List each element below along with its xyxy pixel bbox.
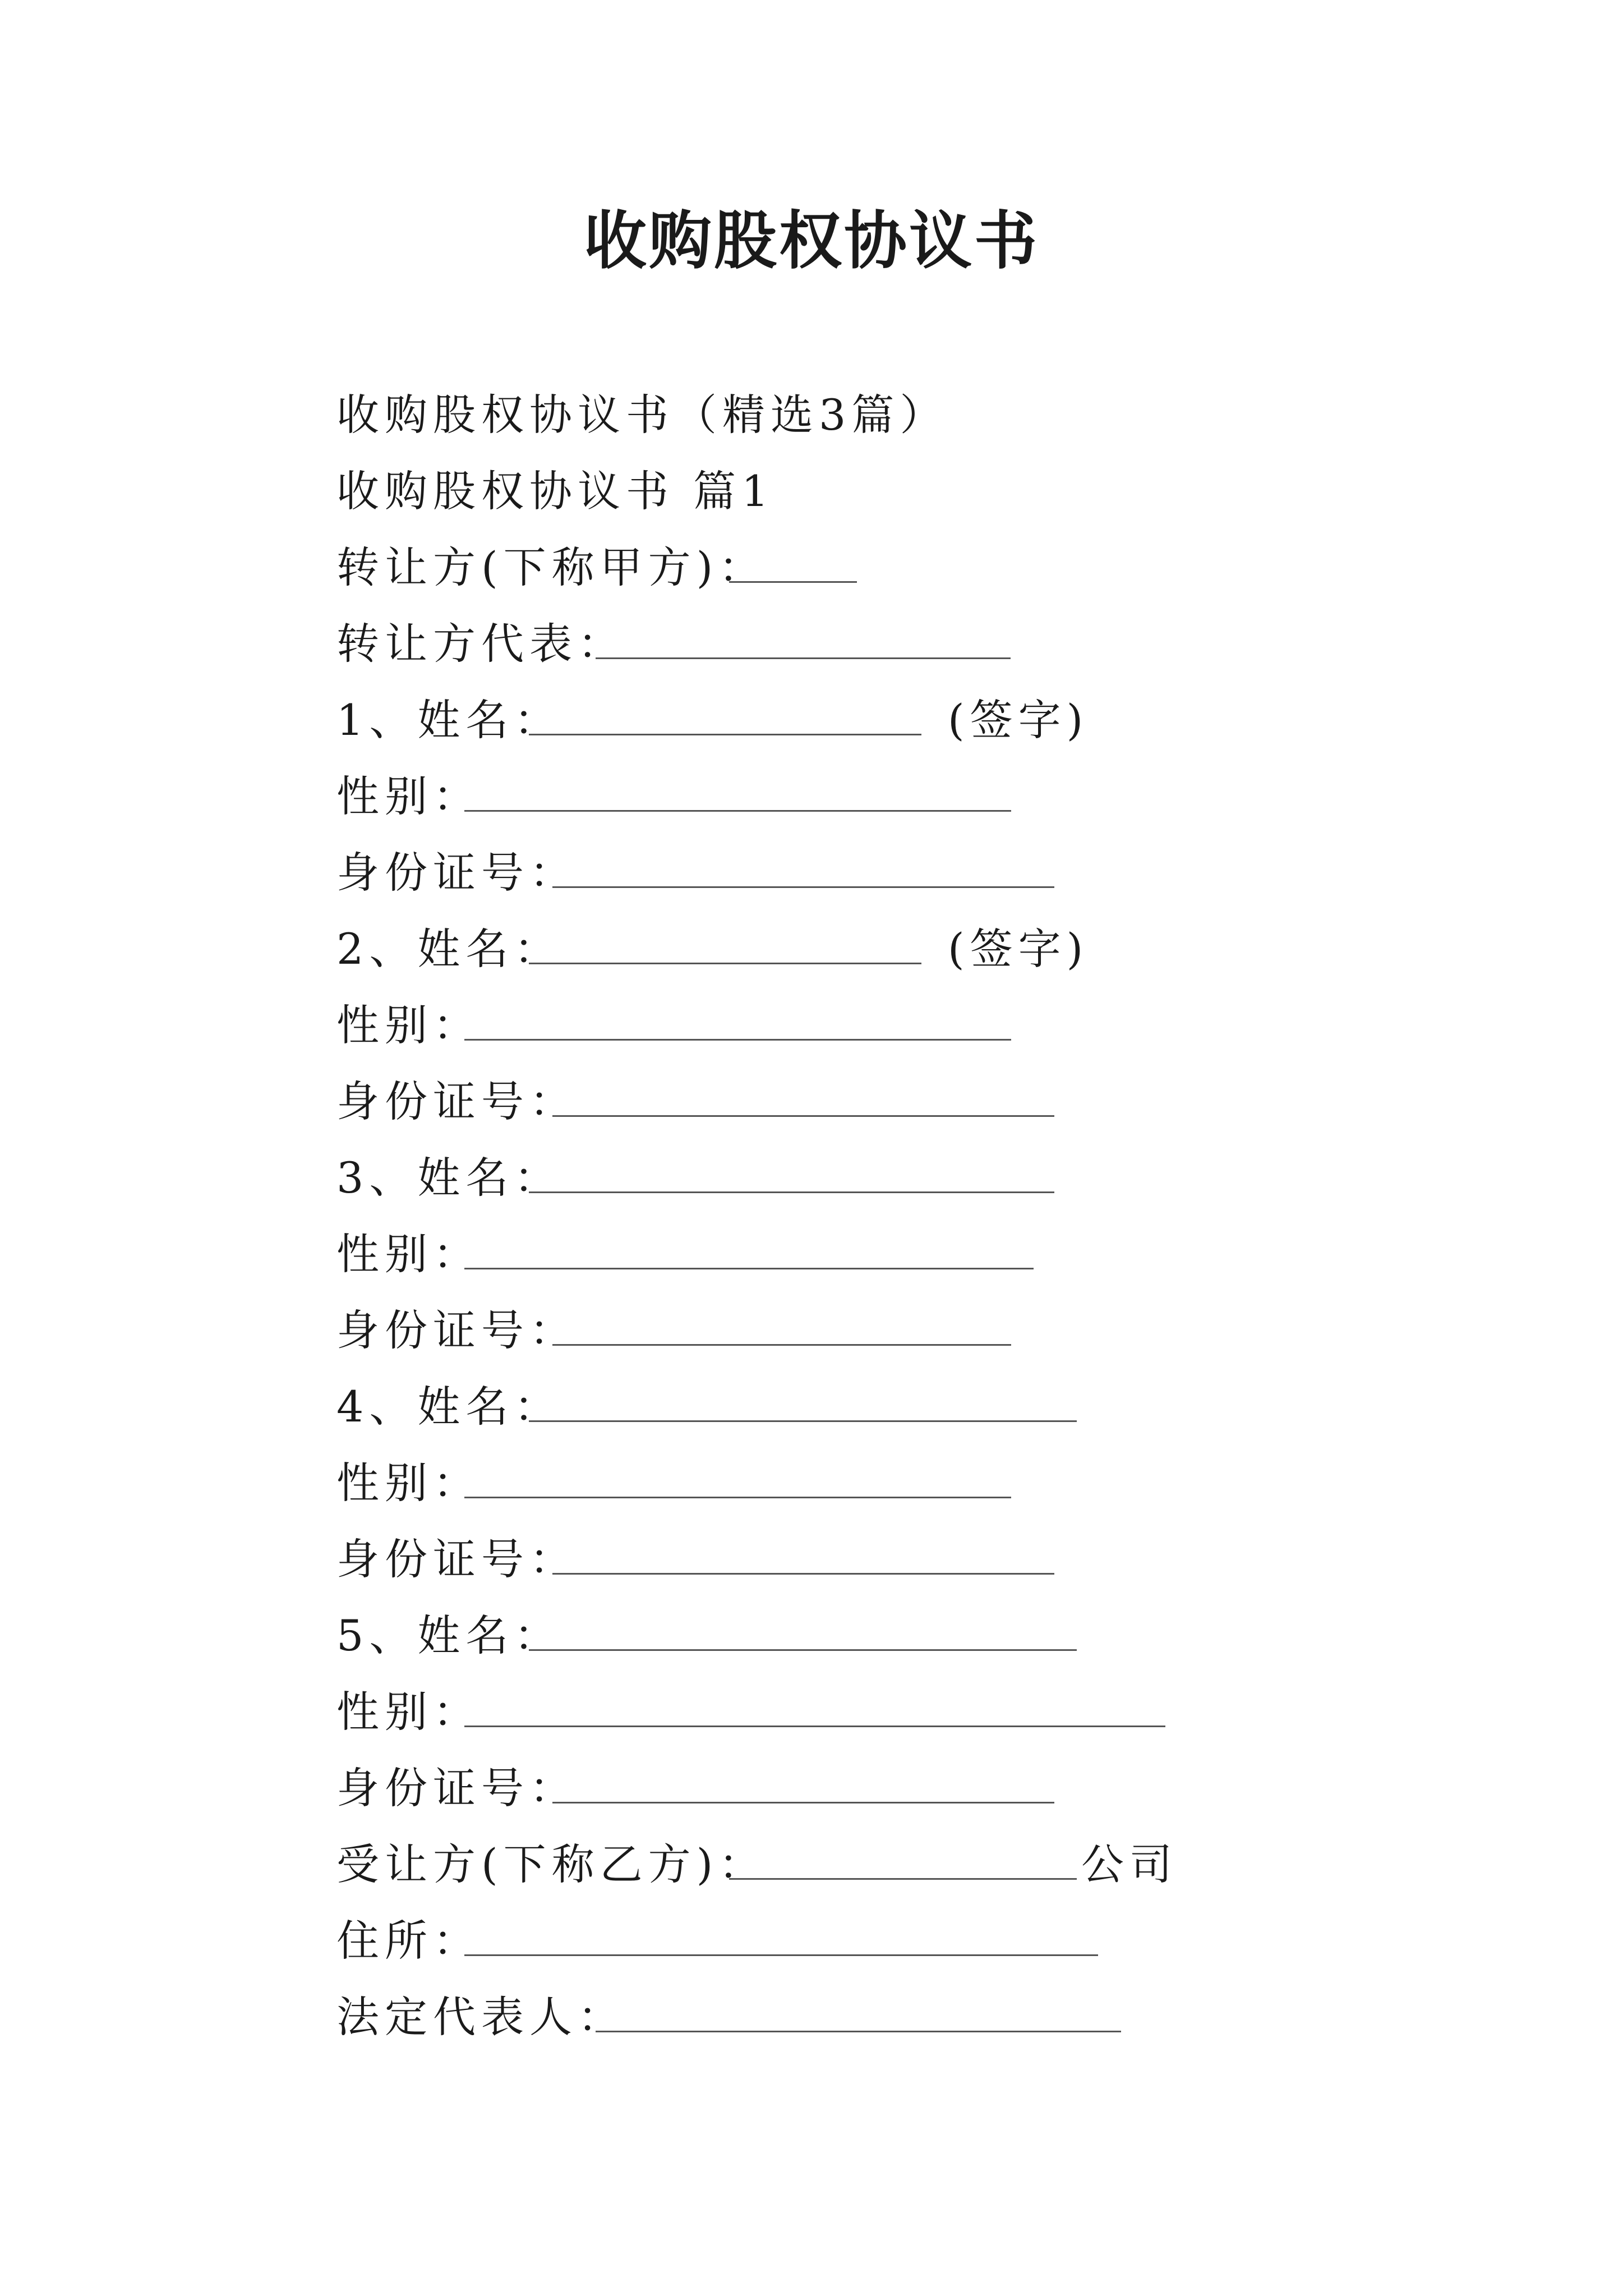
transferee-suffix: 公司 <box>1081 1839 1178 1889</box>
name3-line <box>336 1144 562 1212</box>
legal-rep-label: 法定代表人： <box>336 1992 626 2042</box>
name1-label: 1、姓名： <box>336 695 562 745</box>
id1-line <box>336 839 578 907</box>
legal-rep-line <box>336 1984 626 2051</box>
name3-blank[interactable] <box>529 1191 1054 1193</box>
gender2-label: 性别： <box>336 1000 481 1050</box>
gender4-label: 性别： <box>336 1458 481 1508</box>
transferee-label: 受让方(下称乙方)： <box>336 1839 767 1889</box>
transferee-blank[interactable] <box>729 1878 1077 1880</box>
gender3-blank[interactable] <box>464 1268 1034 1269</box>
name1-blank[interactable] <box>529 734 921 735</box>
name5-label: 5、姓名： <box>336 1611 562 1660</box>
part-heading-text: 收购股权协议书 篇1 <box>336 466 774 516</box>
gender3-line <box>336 1221 481 1288</box>
address-line <box>336 1907 481 1975</box>
name2-label: 2、姓名： <box>336 924 562 974</box>
transferor-rep-label: 转让方代表： <box>336 619 626 669</box>
id5-blank[interactable] <box>552 1802 1054 1803</box>
gender4-blank[interactable] <box>464 1497 1011 1498</box>
id4-line <box>336 1526 578 1593</box>
transferor-rep-line <box>336 610 626 678</box>
name1-line <box>336 687 1089 754</box>
id3-blank[interactable] <box>552 1344 1011 1346</box>
subtitle-line <box>336 381 948 449</box>
id3-line <box>336 1297 578 1364</box>
sign1-label: (签字) <box>948 695 1089 745</box>
id1-blank[interactable] <box>552 886 1054 888</box>
id4-blank[interactable] <box>552 1573 1054 1575</box>
name4-blank[interactable] <box>529 1420 1077 1422</box>
sign2-label: (签字) <box>948 924 1089 974</box>
id2-line <box>336 1068 578 1135</box>
part-heading-line <box>336 458 774 525</box>
legal-rep-blank[interactable] <box>596 2031 1121 2032</box>
transferor-rep-blank[interactable] <box>596 657 1011 659</box>
id5-label: 身份证号： <box>336 1763 578 1813</box>
name5-blank[interactable] <box>529 1649 1077 1651</box>
gender1-line <box>336 763 481 830</box>
transferor-blank[interactable] <box>729 581 857 583</box>
name2-blank[interactable] <box>529 963 921 964</box>
gender2-line <box>336 992 481 1059</box>
transferor-line <box>336 534 767 601</box>
gender5-line <box>336 1678 481 1746</box>
id1-label: 身份证号： <box>336 848 578 898</box>
address-blank[interactable] <box>464 1954 1098 1956</box>
gender1-blank[interactable] <box>464 810 1011 812</box>
gender5-blank[interactable] <box>464 1726 1165 1727</box>
address-label: 住所： <box>336 1916 481 1966</box>
id5-line <box>336 1755 578 1822</box>
id2-label: 身份证号： <box>336 1076 578 1126</box>
name2-line <box>336 915 1089 983</box>
id3-label: 身份证号： <box>336 1305 578 1355</box>
transferor-label: 转让方(下称甲方)： <box>336 542 767 592</box>
id4-label: 身份证号： <box>336 1534 578 1584</box>
name3-label: 3、姓名： <box>336 1153 562 1203</box>
gender5-label: 性别： <box>336 1687 481 1737</box>
name5-line <box>336 1602 562 1669</box>
subtitle-text: 收购股权协议书（精选3篇） <box>336 390 948 440</box>
gender1-label: 性别： <box>336 771 481 821</box>
gender3-label: 性别： <box>336 1229 481 1279</box>
gender2-blank[interactable] <box>464 1039 1011 1041</box>
id2-blank[interactable] <box>552 1115 1054 1117</box>
name4-line <box>336 1373 562 1441</box>
page-title: 收购股权协议书 <box>584 204 1039 278</box>
name4-label: 4、姓名： <box>336 1382 562 1432</box>
transferee-line <box>336 1831 1178 1898</box>
gender4-line <box>336 1450 481 1517</box>
